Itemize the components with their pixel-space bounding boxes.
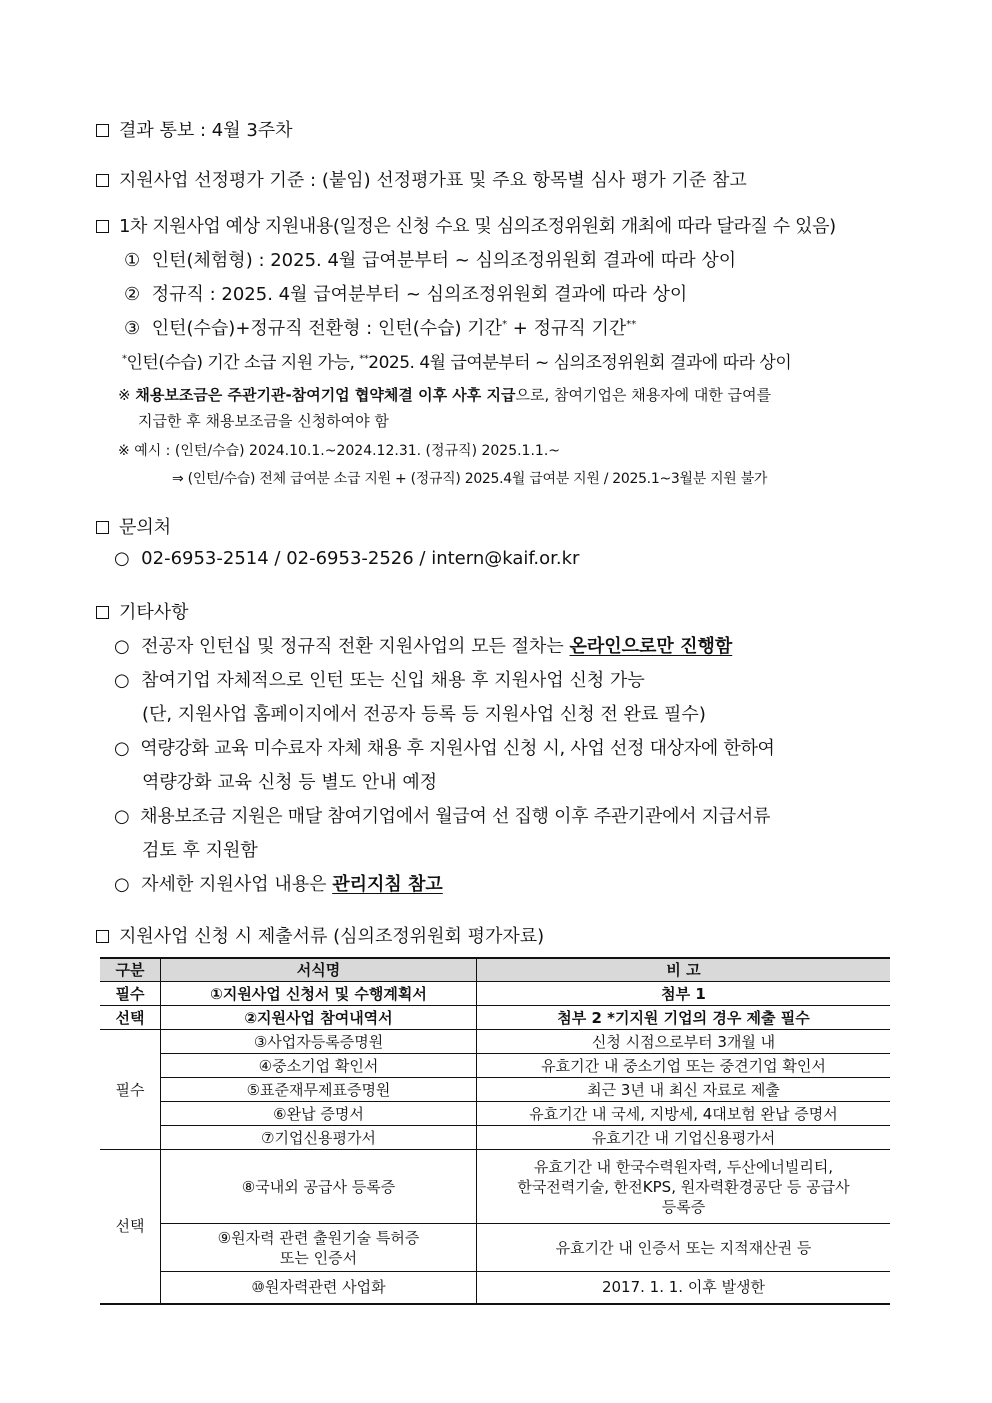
table-row: ⑤표준재무제표증명원 최근 3년 내 최신 자료로 제출 <box>100 1078 890 1102</box>
support-content-heading: 1차 지원사업 예상 지원내용(일정은 신청 수요 및 심의조정위원회 개최에 따라 달라질 수 있음) <box>96 212 836 238</box>
table-row: 선택 ⑧국내외 공급사 등록증 유효기간 내 한국수력원자력, 두산에너빌리티, 한국전력기술, 한전KPS, 원자력환경공단 등 공급사 등록증 <box>100 1150 890 1224</box>
header-category: 구분 <box>100 958 161 982</box>
checkbox-square-icon <box>96 930 109 943</box>
table-row: 필수 ③사업자등록증명원 신청 시점으로부터 3개월 내 <box>100 1030 890 1054</box>
subsidy-note-cont: 지급한 후 채용보조금을 신청하여야 함 <box>138 412 389 430</box>
support-footnote: *인턴(수습) 기간 소급 지원 가능, **2025. 4월 급여분부터 ~ 심의조정위원회 결과에 따라 상이 <box>122 353 792 373</box>
misc-item-cont: 검토 후 지원함 <box>142 840 258 861</box>
table-row: ⑨원자력 관련 출원기술 특허증 또는 인증서 유효기간 내 인증서 또는 지적재산권 등 <box>100 1224 890 1272</box>
subsidy-note: ※ 채용보조금은 주관기관-참여기업 협약체결 이후 사후 지급으로, 참여기업은 채용자에 대한 급여를 <box>118 386 772 404</box>
support-item: ① 인턴(체험형) : 2025. 4월 급여분부터 ~ 심의조정위원회 결과에 따라 상이 <box>124 250 737 271</box>
example-note: ※ 예시 : (인턴/수습) 2024.10.1.~2024.12.31. (정규직) 2025.1.1.~ <box>118 443 560 459</box>
misc-item: ○ 자세한 지원사업 내용은 관리지침 참고 <box>114 874 443 895</box>
misc-item: ○ 참여기업 자체적으로 인턴 또는 신입 채용 후 지원사업 신청 가능 <box>114 670 645 691</box>
misc-item: ○ 전공자 인턴십 및 정규직 전환 지원사업의 모든 절차는 온라인으로만 진행함 <box>114 636 733 657</box>
table-row: ⑦기업신용평가서 유효기간 내 기업신용평가서 <box>100 1126 890 1150</box>
documents-heading: 지원사업 신청 시 제출서류 (심의조정위원회 평가자료) <box>96 922 544 948</box>
selection-criteria: 지원사업 선정평가 기준 : (붙임) 선정평가표 및 주요 항목별 심사 평가 기준 참고 <box>96 166 747 192</box>
misc-item: ○ 역량강화 교육 미수료자 자체 채용 후 지원사업 신청 시, 사업 선정 대상자에 한하여 <box>114 738 775 759</box>
table-row: 선택 ②지원사업 참여내역서 첨부 2 *기지원 기업의 경우 제출 필수 <box>100 1006 890 1030</box>
table-row: ⑥완납 증명서 유효기간 내 국세, 지방세, 4대보험 완납 증명서 <box>100 1102 890 1126</box>
misc-item: ○ 채용보조금 지원은 매달 참여기업에서 월급여 선 집행 이후 주관기관에서 지급서류 <box>114 806 771 827</box>
table-row: ④중소기업 확인서 유효기간 내 중소기업 또는 중견기업 확인서 <box>100 1054 890 1078</box>
support-item: ② 정규직 : 2025. 4월 급여분부터 ~ 심의조정위원회 결과에 따라 상이 <box>124 284 688 305</box>
checkbox-square-icon <box>96 124 109 137</box>
documents-table <box>100 957 890 1305</box>
misc-heading: 기타사항 <box>96 598 189 624</box>
table-row: 필수 ①지원사업 신청서 및 수행계획서 첨부 1 <box>100 982 890 1006</box>
example-result: ⇒ (인턴/수습) 전체 급여분 소급 지원 + (정규직) 2025.4월 급여분 지원 / 2025.1~3월분 지원 불가 <box>172 471 768 487</box>
misc-item-cont: (단, 지원사업 홈페이지에서 전공자 등록 등 지원사업 신청 전 완료 필수) <box>142 704 706 725</box>
header-note: 비 고 <box>477 958 891 982</box>
checkbox-square-icon <box>96 521 109 534</box>
checkbox-square-icon <box>96 174 109 187</box>
table-header-row <box>100 958 890 982</box>
contact-info: ○ 02-6953-2514 / 02-6953-2526 / intern@kaif.or.kr <box>114 548 580 569</box>
checkbox-square-icon <box>96 606 109 619</box>
contact-heading: 문의처 <box>96 513 171 539</box>
misc-item-cont: 역량강화 교육 신청 등 별도 안내 예정 <box>142 772 438 793</box>
checkbox-square-icon <box>96 220 109 233</box>
support-item: ③ 인턴(수습)+정규직 전환형 : 인턴(수습) 기간* + 정규직 기간** <box>124 318 637 339</box>
header-form: 서식명 <box>161 958 477 982</box>
table-row: ⑩원자력관련 사업화 2017. 1. 1. 이후 발생한 <box>100 1272 890 1304</box>
result-notice: 결과 통보 : 4월 3주차 <box>96 116 293 142</box>
